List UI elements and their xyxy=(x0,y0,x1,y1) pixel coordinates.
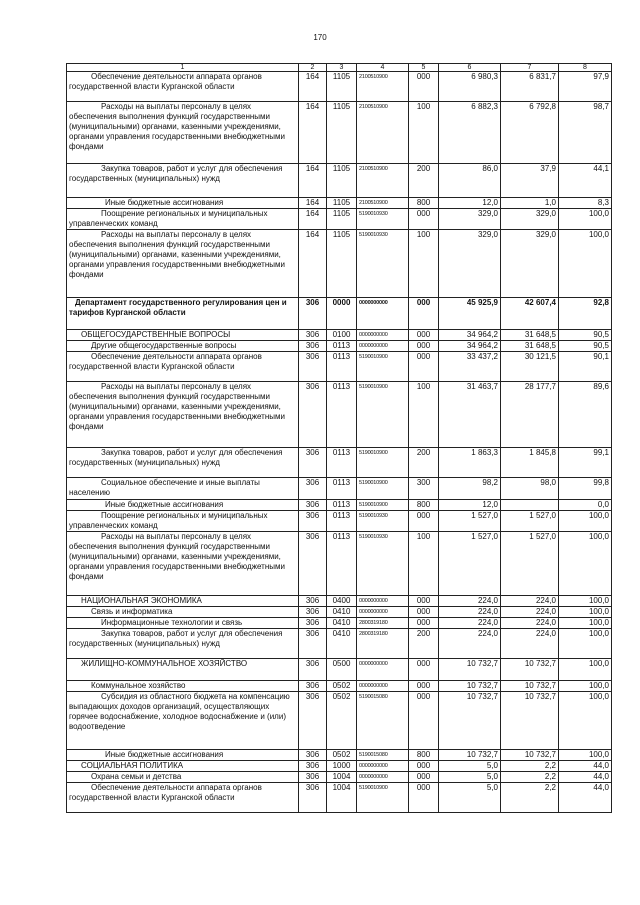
item-name: Иные бюджетные ассигнования xyxy=(105,500,224,509)
executed-cell: 224,0 xyxy=(501,618,559,629)
target-article-cell: 2800319180 xyxy=(357,629,409,659)
item-name-cell xyxy=(67,102,299,164)
section-cell: 1105 xyxy=(327,102,357,164)
table-row xyxy=(67,164,612,198)
section-cell: 0113 xyxy=(327,500,357,511)
target-article-cell: 2100510900 xyxy=(357,164,409,198)
percent-cell: 100,0 xyxy=(559,230,612,298)
gov-code-cell: 306 xyxy=(299,607,327,618)
section-cell: 0502 xyxy=(327,692,357,750)
gov-code-cell: 306 xyxy=(299,659,327,681)
section-cell: 1000 xyxy=(327,761,357,772)
expense-type-cell: 000 xyxy=(409,341,439,352)
target-article-cell: 5190010900 xyxy=(357,382,409,448)
executed-cell: 1 845,8 xyxy=(501,448,559,478)
table-row xyxy=(67,298,612,330)
header-cell: 6 xyxy=(439,64,501,72)
item-name: Расходы на выплаты персоналу в целях обеспечения выполнения функций государственными (муниципальными) органами, казенными учреждениями, органами управления государственными внебюджетными фондами xyxy=(69,230,285,279)
header-cell: 4 xyxy=(357,64,409,72)
expense-type-cell: 000 xyxy=(409,772,439,783)
expense-type-cell: 000 xyxy=(409,330,439,341)
executed-cell: 98,0 xyxy=(501,478,559,500)
percent-cell: 100,0 xyxy=(559,659,612,681)
section-cell: 0113 xyxy=(327,341,357,352)
executed-cell: 10 732,7 xyxy=(501,659,559,681)
table-row xyxy=(67,382,612,448)
target-article-cell: 5190010930 xyxy=(357,230,409,298)
gov-code-cell: 306 xyxy=(299,681,327,692)
header-row xyxy=(67,64,612,72)
item-name-cell xyxy=(67,772,299,783)
planned-cell: 98,2 xyxy=(439,478,501,500)
expense-type-cell: 800 xyxy=(409,750,439,761)
planned-cell: 34 964,2 xyxy=(439,330,501,341)
target-article-cell: 5190015080 xyxy=(357,692,409,750)
item-name-cell xyxy=(67,511,299,532)
planned-cell: 1 527,0 xyxy=(439,532,501,596)
executed-cell: 37,9 xyxy=(501,164,559,198)
expense-type-cell: 200 xyxy=(409,448,439,478)
item-name-cell xyxy=(67,198,299,209)
target-article-cell: 5190010930 xyxy=(357,511,409,532)
planned-cell: 6 882,3 xyxy=(439,102,501,164)
item-name-cell xyxy=(67,629,299,659)
percent-cell: 90,5 xyxy=(559,341,612,352)
percent-cell: 100,0 xyxy=(559,750,612,761)
planned-cell: 224,0 xyxy=(439,607,501,618)
planned-cell: 34 964,2 xyxy=(439,341,501,352)
executed-cell: 6 831,7 xyxy=(501,72,559,102)
executed-cell: 2,2 xyxy=(501,772,559,783)
item-name: Закупка товаров, работ и услуг для обеспечения государственных (муниципальных) нужд xyxy=(69,629,283,648)
section-cell: 0113 xyxy=(327,448,357,478)
item-name-cell xyxy=(67,478,299,500)
item-name: Поощрение региональных и муниципальных управленческих команд xyxy=(69,209,268,228)
gov-code-cell: 306 xyxy=(299,761,327,772)
item-name: ОБЩЕГОСУДАРСТВЕННЫЕ ВОПРОСЫ xyxy=(81,330,231,339)
item-name: Другие общегосударственные вопросы xyxy=(91,341,237,350)
table-row xyxy=(67,209,612,230)
executed-cell: 329,0 xyxy=(501,209,559,230)
item-name: Расходы на выплаты персоналу в целях обеспечения выполнения функций государственными (муниципальными) органами, казенными учреждениями, органами управления государственными внебюджетными фондами xyxy=(69,532,285,581)
expense-type-cell: 100 xyxy=(409,382,439,448)
item-name-cell xyxy=(67,448,299,478)
section-cell: 0400 xyxy=(327,596,357,607)
table-row xyxy=(67,500,612,511)
target-article-cell: 0000000000 xyxy=(357,681,409,692)
section-cell: 1105 xyxy=(327,72,357,102)
table-row xyxy=(67,618,612,629)
expense-type-cell: 300 xyxy=(409,478,439,500)
expense-type-cell: 800 xyxy=(409,198,439,209)
section-cell: 0410 xyxy=(327,618,357,629)
expense-type-cell: 000 xyxy=(409,511,439,532)
planned-cell: 1 863,3 xyxy=(439,448,501,478)
target-article-cell: 5190010900 xyxy=(357,448,409,478)
item-name-cell xyxy=(67,783,299,813)
section-cell: 0410 xyxy=(327,629,357,659)
percent-cell: 100,0 xyxy=(559,618,612,629)
executed-cell: 224,0 xyxy=(501,629,559,659)
planned-cell: 1 527,0 xyxy=(439,511,501,532)
gov-code-cell: 306 xyxy=(299,298,327,330)
percent-cell: 89,6 xyxy=(559,382,612,448)
item-name: Социальное обеспечение и иные выплаты населению xyxy=(69,478,260,497)
expense-type-cell: 000 xyxy=(409,761,439,772)
section-cell: 0113 xyxy=(327,532,357,596)
percent-cell: 44,0 xyxy=(559,761,612,772)
gov-code-cell: 306 xyxy=(299,618,327,629)
gov-code-cell: 306 xyxy=(299,596,327,607)
section-cell: 0100 xyxy=(327,330,357,341)
percent-cell: 44,0 xyxy=(559,772,612,783)
gov-code-cell: 306 xyxy=(299,478,327,500)
gov-code-cell: 306 xyxy=(299,772,327,783)
gov-code-cell: 306 xyxy=(299,783,327,813)
section-cell: 1105 xyxy=(327,209,357,230)
budget-table xyxy=(66,63,612,813)
gov-code-cell: 306 xyxy=(299,511,327,532)
executed-cell: 31 648,5 xyxy=(501,341,559,352)
target-article-cell: 5190010900 xyxy=(357,478,409,500)
gov-code-cell: 306 xyxy=(299,330,327,341)
table-row xyxy=(67,596,612,607)
planned-cell: 45 925,9 xyxy=(439,298,501,330)
item-name-cell xyxy=(67,341,299,352)
planned-cell: 329,0 xyxy=(439,230,501,298)
target-article-cell: 0000000000 xyxy=(357,772,409,783)
table-row xyxy=(67,772,612,783)
item-name-cell xyxy=(67,230,299,298)
percent-cell: 100,0 xyxy=(559,607,612,618)
header-cell: 5 xyxy=(409,64,439,72)
executed-cell: 31 648,5 xyxy=(501,330,559,341)
gov-code-cell: 306 xyxy=(299,750,327,761)
planned-cell: 10 732,7 xyxy=(439,681,501,692)
header-cell: 3 xyxy=(327,64,357,72)
planned-cell: 5,0 xyxy=(439,772,501,783)
planned-cell: 31 463,7 xyxy=(439,382,501,448)
item-name: Иные бюджетные ассигнования xyxy=(105,750,224,759)
item-name: Департамент государственного регулирования цен и тарифов Курганской области xyxy=(69,298,287,317)
section-cell: 0410 xyxy=(327,607,357,618)
expense-type-cell: 000 xyxy=(409,618,439,629)
target-article-cell: 0000000000 xyxy=(357,298,409,330)
item-name: Закупка товаров, работ и услуг для обеспечения государственных (муниципальных) нужд xyxy=(69,164,283,183)
item-name-cell xyxy=(67,72,299,102)
planned-cell: 33 437,2 xyxy=(439,352,501,382)
item-name: НАЦИОНАЛЬНАЯ ЭКОНОМИКА xyxy=(81,596,202,605)
gov-code-cell: 164 xyxy=(299,72,327,102)
header-cell: 8 xyxy=(559,64,612,72)
table-row xyxy=(67,750,612,761)
table-row xyxy=(67,478,612,500)
item-name-cell xyxy=(67,596,299,607)
percent-cell: 99,1 xyxy=(559,448,612,478)
target-article-cell: 5190010900 xyxy=(357,500,409,511)
section-cell: 0500 xyxy=(327,659,357,681)
gov-code-cell: 164 xyxy=(299,102,327,164)
gov-code-cell: 306 xyxy=(299,448,327,478)
percent-cell: 92,8 xyxy=(559,298,612,330)
target-article-cell: 5190010930 xyxy=(357,532,409,596)
table-row xyxy=(67,532,612,596)
item-name-cell xyxy=(67,330,299,341)
percent-cell: 100,0 xyxy=(559,596,612,607)
gov-code-cell: 306 xyxy=(299,382,327,448)
table-row xyxy=(67,761,612,772)
target-article-cell: 2100510900 xyxy=(357,198,409,209)
expense-type-cell: 000 xyxy=(409,681,439,692)
target-article-cell: 0000000000 xyxy=(357,761,409,772)
executed-cell: 329,0 xyxy=(501,230,559,298)
percent-cell: 100,0 xyxy=(559,209,612,230)
percent-cell: 44,1 xyxy=(559,164,612,198)
percent-cell: 8,3 xyxy=(559,198,612,209)
item-name: Расходы на выплаты персоналу в целях обеспечения выполнения функций государственными (муниципальными) органами, казенными учреждениями, органами управления государственными внебюджетными фондами xyxy=(69,102,285,151)
item-name-cell xyxy=(67,164,299,198)
item-name-cell xyxy=(67,750,299,761)
table-row xyxy=(67,448,612,478)
section-cell: 0000 xyxy=(327,298,357,330)
item-name-cell xyxy=(67,692,299,750)
item-name: Поощрение региональных и муниципальных управленческих команд xyxy=(69,511,268,530)
table-row xyxy=(67,511,612,532)
gov-code-cell: 306 xyxy=(299,352,327,382)
executed-cell: 2,2 xyxy=(501,783,559,813)
item-name-cell xyxy=(67,607,299,618)
item-name: Обеспечение деятельности аппарата органов государственной власти Курганской области xyxy=(69,352,262,371)
item-name-cell xyxy=(67,298,299,330)
target-article-cell: 2100510900 xyxy=(357,72,409,102)
item-name: Информационные технологии и связь xyxy=(101,618,243,627)
item-name: Иные бюджетные ассигнования xyxy=(105,198,224,207)
target-article-cell: 0000000000 xyxy=(357,659,409,681)
header-cell: 7 xyxy=(501,64,559,72)
gov-code-cell: 306 xyxy=(299,629,327,659)
table-row xyxy=(67,692,612,750)
item-name-cell xyxy=(67,382,299,448)
expense-type-cell: 000 xyxy=(409,298,439,330)
planned-cell: 329,0 xyxy=(439,209,501,230)
expense-type-cell: 000 xyxy=(409,209,439,230)
item-name: Коммунальное хозяйство xyxy=(91,681,186,690)
gov-code-cell: 164 xyxy=(299,198,327,209)
section-cell: 1105 xyxy=(327,230,357,298)
percent-cell: 90,1 xyxy=(559,352,612,382)
planned-cell: 5,0 xyxy=(439,761,501,772)
percent-cell: 100,0 xyxy=(559,681,612,692)
table-row xyxy=(67,783,612,813)
item-name-cell xyxy=(67,352,299,382)
planned-cell: 10 732,7 xyxy=(439,659,501,681)
planned-cell: 12,0 xyxy=(439,500,501,511)
item-name-cell xyxy=(67,532,299,596)
executed-cell: 28 177,7 xyxy=(501,382,559,448)
table-row xyxy=(67,230,612,298)
planned-cell: 10 732,7 xyxy=(439,750,501,761)
percent-cell: 100,0 xyxy=(559,511,612,532)
percent-cell: 97,9 xyxy=(559,72,612,102)
item-name: Связь и информатика xyxy=(91,607,173,616)
target-article-cell: 5190010930 xyxy=(357,209,409,230)
percent-cell: 100,0 xyxy=(559,532,612,596)
executed-cell: 1 527,0 xyxy=(501,511,559,532)
table-row xyxy=(67,629,612,659)
planned-cell: 224,0 xyxy=(439,596,501,607)
table-row xyxy=(67,198,612,209)
expense-type-cell: 000 xyxy=(409,596,439,607)
item-name-cell xyxy=(67,681,299,692)
target-article-cell: 0000000000 xyxy=(357,341,409,352)
expense-type-cell: 200 xyxy=(409,629,439,659)
expense-type-cell: 100 xyxy=(409,532,439,596)
section-cell: 0113 xyxy=(327,511,357,532)
table-row xyxy=(67,341,612,352)
item-name: ЖИЛИЩНО-КОММУНАЛЬНОЕ ХОЗЯЙСТВО xyxy=(81,659,248,668)
item-name-cell xyxy=(67,659,299,681)
expense-type-cell: 000 xyxy=(409,72,439,102)
gov-code-cell: 306 xyxy=(299,532,327,596)
percent-cell: 98,7 xyxy=(559,102,612,164)
expense-type-cell: 100 xyxy=(409,102,439,164)
item-name: Закупка товаров, работ и услуг для обеспечения государственных (муниципальных) нужд xyxy=(69,448,283,467)
expense-type-cell: 100 xyxy=(409,230,439,298)
expense-type-cell: 000 xyxy=(409,352,439,382)
expense-type-cell: 000 xyxy=(409,659,439,681)
planned-cell: 10 732,7 xyxy=(439,692,501,750)
table-row xyxy=(67,681,612,692)
target-article-cell: 2100510900 xyxy=(357,102,409,164)
item-name: Охрана семьи и детства xyxy=(91,772,182,781)
table-row xyxy=(67,330,612,341)
planned-cell: 12,0 xyxy=(439,198,501,209)
target-article-cell: 5190010900 xyxy=(357,783,409,813)
planned-cell: 6 980,3 xyxy=(439,72,501,102)
gov-code-cell: 164 xyxy=(299,164,327,198)
expense-type-cell: 000 xyxy=(409,692,439,750)
section-cell: 1105 xyxy=(327,164,357,198)
expense-type-cell: 800 xyxy=(409,500,439,511)
gov-code-cell: 306 xyxy=(299,692,327,750)
percent-cell: 0,0 xyxy=(559,500,612,511)
gov-code-cell: 306 xyxy=(299,341,327,352)
table-row xyxy=(67,102,612,164)
item-name: Расходы на выплаты персоналу в целях обеспечения выполнения функций государственными (муниципальными) органами, казенными учреждениями, органами управления государственными внебюджетными фондами xyxy=(69,382,285,431)
page-number: 170 xyxy=(313,33,327,42)
gov-code-cell: 164 xyxy=(299,230,327,298)
item-name-cell xyxy=(67,618,299,629)
target-article-cell: 0000000000 xyxy=(357,596,409,607)
table-row xyxy=(67,352,612,382)
planned-cell: 5,0 xyxy=(439,783,501,813)
table-row xyxy=(67,72,612,102)
planned-cell: 224,0 xyxy=(439,629,501,659)
executed-cell: 10 732,7 xyxy=(501,681,559,692)
executed-cell: 42 607,4 xyxy=(501,298,559,330)
section-cell: 1105 xyxy=(327,198,357,209)
table-row xyxy=(67,659,612,681)
section-cell: 0113 xyxy=(327,352,357,382)
expense-type-cell: 200 xyxy=(409,164,439,198)
target-article-cell: 2800319180 xyxy=(357,618,409,629)
target-article-cell: 0000000000 xyxy=(357,330,409,341)
section-cell: 0502 xyxy=(327,681,357,692)
percent-cell: 99,8 xyxy=(559,478,612,500)
percent-cell: 100,0 xyxy=(559,629,612,659)
item-name-cell xyxy=(67,761,299,772)
section-cell: 0113 xyxy=(327,478,357,500)
item-name: Обеспечение деятельности аппарата органов государственной власти Курганской области xyxy=(69,72,262,91)
executed-cell: 1 527,0 xyxy=(501,532,559,596)
gov-code-cell: 164 xyxy=(299,209,327,230)
executed-cell: 6 792,8 xyxy=(501,102,559,164)
percent-cell: 44,0 xyxy=(559,783,612,813)
executed-cell: 1,0 xyxy=(501,198,559,209)
gov-code-cell: 306 xyxy=(299,500,327,511)
planned-cell: 224,0 xyxy=(439,618,501,629)
target-article-cell: 5190010900 xyxy=(357,352,409,382)
target-article-cell: 0000000000 xyxy=(357,607,409,618)
executed-cell: 10 732,7 xyxy=(501,750,559,761)
item-name-cell xyxy=(67,209,299,230)
header-cell: 1 xyxy=(67,64,299,72)
section-cell: 1004 xyxy=(327,772,357,783)
planned-cell: 86,0 xyxy=(439,164,501,198)
section-cell: 1004 xyxy=(327,783,357,813)
percent-cell: 100,0 xyxy=(559,692,612,750)
section-cell: 0502 xyxy=(327,750,357,761)
header-cell: 2 xyxy=(299,64,327,72)
item-name: СОЦИАЛЬНАЯ ПОЛИТИКА xyxy=(81,761,184,770)
item-name-cell xyxy=(67,500,299,511)
target-article-cell: 5190015080 xyxy=(357,750,409,761)
executed-cell: 224,0 xyxy=(501,607,559,618)
expense-type-cell: 000 xyxy=(409,783,439,813)
executed-cell: 2,2 xyxy=(501,761,559,772)
percent-cell: 90,5 xyxy=(559,330,612,341)
executed-cell: 30 121,5 xyxy=(501,352,559,382)
expense-type-cell: 000 xyxy=(409,607,439,618)
executed-cell: 10 732,7 xyxy=(501,692,559,750)
executed-cell xyxy=(501,500,559,511)
table-row xyxy=(67,607,612,618)
section-cell: 0113 xyxy=(327,382,357,448)
item-name: Субсидия из областного бюджета на компенсацию выпадающих доходов организаций, осуществляющих горячее водоснабжение, холодное водоснабжение и (или) водоотведение xyxy=(69,692,290,731)
item-name: Обеспечение деятельности аппарата органов государственной власти Курганской области xyxy=(69,783,262,802)
executed-cell: 224,0 xyxy=(501,596,559,607)
